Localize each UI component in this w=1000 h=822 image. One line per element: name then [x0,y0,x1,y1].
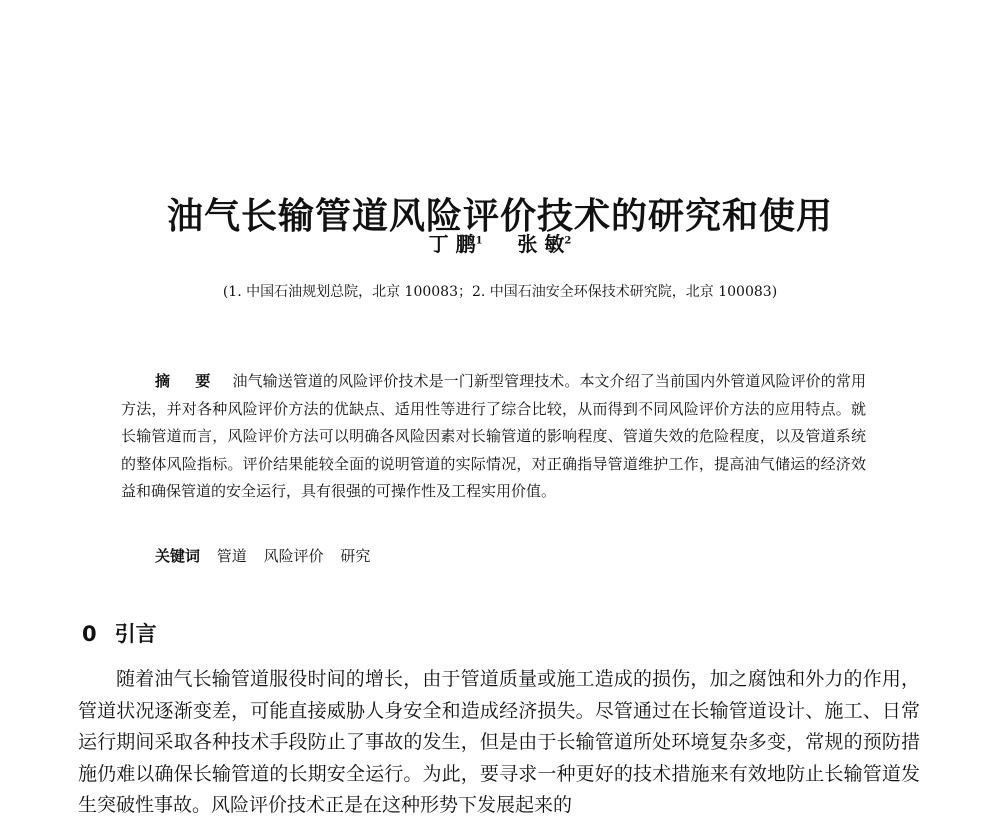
author-1-affil: 1 [475,235,483,247]
author-1: 丁 鹏 [428,232,476,256]
keywords [155,545,382,566]
keyword: 研究 [340,547,371,565]
abstract [121,368,866,506]
keywords-label: 关键词 [155,547,201,565]
section-title: 引言 [114,622,157,646]
section-number: 0 [82,622,97,646]
section-heading [82,618,157,648]
keyword: 风险评价 [263,547,324,565]
authors [0,228,1000,257]
abstract-label: 摘 要 [155,372,221,390]
author-2-affil: 2 [564,235,572,247]
affiliations: (1. 中国石油规划总院，北京 100083；2. 中国石油安全环保技术研究院，北京 100083) [222,284,778,300]
abstract-text: 油气输送管道的风险评价技术是一门新型管理技术。本文介绍了当前国内外管道风险评价的常用方法，并对各种风险评价方法的优缺点、适用性等进行了综合比较，从而得到不同风险评价方法的应用特点。就长输管道而言，风险评价方法可以明确各风险因素对长输管道的影响程度、管道失效的危险程度，以及管道系统的整体风险指标。评价结果能较全面的说明管道的实际情况，对正确指导管道维护工作，提高油气储运的经济效益和确保管道的安全运行，具有很强的可操作性及工程实用价值。 [121,372,866,500]
paper-title: 油气长输管道风险评价技术的研究和使用 [166,196,833,237]
body-paragraph: 随着油气长输管道服役时间的增长，由于管道质量或施工造成的损伤，加之腐蚀和外力的作用，管道状况逐渐变差，可能直接威胁人身安全和造成经济损失。尽管通过在长输管道设计、施工、日常运行期间采取各种技术手段防止了事故的发生，但是由于长输管道所处环境复杂多变，常规的预防措施仍难以确保长输管道的长期安全运行。为此，要寻求一种更好的技术措施来有效地防止长输管道发生突破性事故。风险评价技术正是在这种形势下发展起来的 [78,668,920,816]
keyword: 管道 [216,547,247,565]
author-2: 张 敏 [517,232,565,256]
